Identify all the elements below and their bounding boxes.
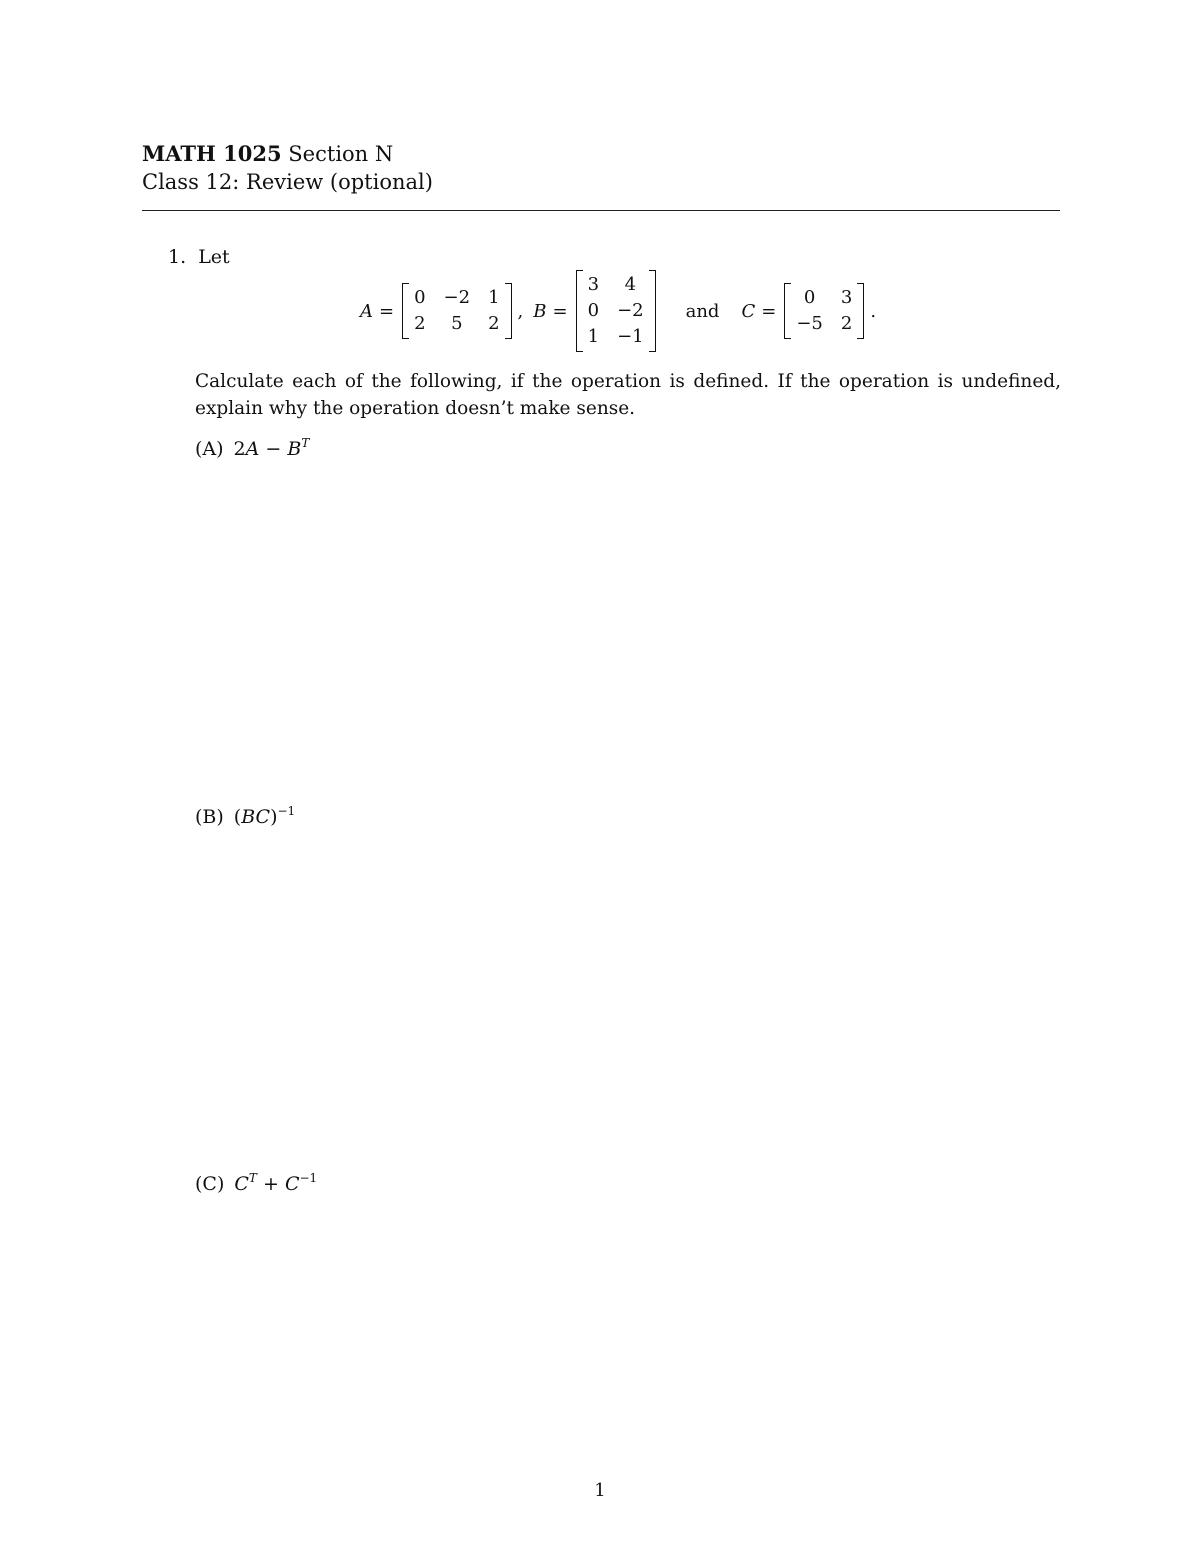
page-number: 1 bbox=[594, 1480, 606, 1501]
expression-token: − bbox=[259, 438, 288, 460]
equals-sign: = bbox=[552, 300, 568, 322]
matrix-a bbox=[402, 283, 511, 339]
part-c bbox=[195, 1173, 317, 1195]
section-label: Section N bbox=[281, 142, 394, 166]
expression-token: ) bbox=[270, 806, 278, 828]
equals-sign: = bbox=[761, 300, 777, 322]
expression-superscript: T bbox=[301, 436, 310, 450]
matrix-cell: 1 bbox=[587, 326, 600, 347]
expression-token: ( bbox=[233, 806, 242, 828]
equals-sign: = bbox=[379, 300, 395, 322]
matrix-cell: 0 bbox=[587, 300, 600, 321]
expression-token: C bbox=[234, 1173, 249, 1195]
problem-lead: Let bbox=[198, 246, 230, 268]
and-word: and bbox=[685, 300, 720, 322]
terminal-period: . bbox=[870, 300, 877, 322]
expression-token: C bbox=[284, 1173, 300, 1195]
matrix-b-name: B bbox=[533, 300, 547, 322]
matrix-cell: 0 bbox=[414, 287, 426, 308]
expression-token: A bbox=[245, 438, 260, 460]
part-b bbox=[195, 806, 295, 828]
part-expression bbox=[234, 1173, 317, 1195]
part-label: (A) bbox=[195, 438, 224, 460]
expression-token: + bbox=[256, 1173, 285, 1195]
matrix-cell: −2 bbox=[443, 287, 471, 308]
matrix-a-name: A bbox=[360, 300, 373, 322]
part-expression bbox=[234, 438, 310, 460]
part-label: (B) bbox=[195, 806, 224, 828]
matrix-cell: −2 bbox=[617, 300, 644, 321]
expression-superscript: T bbox=[248, 1171, 257, 1185]
header-divider bbox=[142, 210, 1060, 211]
expression-token: BC bbox=[241, 806, 271, 828]
matrix-cell: 1 bbox=[488, 287, 500, 308]
problem-number bbox=[168, 246, 230, 268]
part-expression bbox=[234, 806, 295, 828]
part-a bbox=[195, 438, 309, 460]
matrix-cell: 2 bbox=[840, 313, 853, 334]
course-line bbox=[142, 140, 433, 168]
matrix-b bbox=[576, 270, 656, 352]
matrix-cell: −5 bbox=[796, 313, 823, 334]
matrix-cell: 4 bbox=[624, 274, 637, 295]
expression-token: B bbox=[287, 438, 302, 460]
matrix-cell: 2 bbox=[488, 313, 500, 334]
course-code: MATH 1025 bbox=[142, 141, 282, 166]
matrix-cell: 3 bbox=[840, 287, 853, 308]
expression-superscript: −1 bbox=[299, 1171, 318, 1185]
document-header bbox=[142, 140, 433, 196]
matrix-cell: 5 bbox=[451, 313, 463, 334]
matrix-cell: 0 bbox=[803, 287, 816, 308]
matrix-cell: 2 bbox=[414, 313, 426, 334]
comma-separator: , bbox=[517, 300, 524, 322]
part-label: (C) bbox=[195, 1173, 225, 1195]
matrix-definitions bbox=[360, 264, 886, 358]
matrix-c bbox=[784, 283, 864, 339]
matrix-cell: −1 bbox=[617, 326, 644, 347]
expression-superscript: −1 bbox=[277, 804, 296, 818]
expression-token: 2 bbox=[233, 438, 246, 460]
problem-number-label: 1. bbox=[168, 246, 187, 268]
matrix-c-name: C bbox=[741, 300, 756, 322]
class-title: Class 12: Review (optional) bbox=[142, 170, 433, 194]
problem-instructions: Calculate each of the following, if the operation is defined. If the operation is undefined, explain why the operation doesn’t make sense. bbox=[195, 371, 1061, 419]
matrix-cell: 3 bbox=[587, 274, 600, 295]
